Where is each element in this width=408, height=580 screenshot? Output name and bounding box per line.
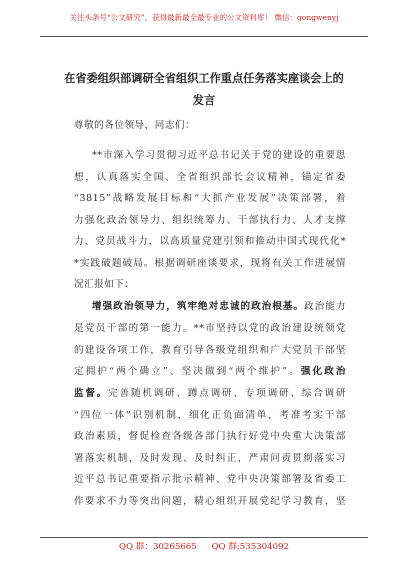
header-divider [40, 36, 368, 37]
paragraph-2-line [74, 365, 346, 379]
paragraph-2-line: 署落实机制，及时发现、及时纠正，严肃问责贯彻落实习 [74, 453, 346, 464]
footer-qq-group-2: QQ 群:535304092 [211, 542, 290, 552]
paragraph-1-line: 力、党员战斗力，以高质量党建引领和推动中国式现代化* [74, 236, 346, 247]
paragraph-1-line: 力强化政治领导力、组织统筹力、干部执行力、人才支撑 [74, 215, 346, 226]
sub-heading-continued: 监督。 [74, 388, 109, 399]
paragraph-1-line: “3815”战略发展目标和“大抓产业发展”决策部署，着 [74, 193, 346, 204]
paragraph-2-line: 是党员干部的第一能力。**市坚持以党的政治建设统领党 [74, 323, 346, 334]
paragraph-2-text: 定拥护“两个确立”、坚决做到“两个维护”。 [74, 366, 301, 377]
sub-heading: 强化政治 [300, 366, 347, 377]
paragraph-2-line: “四位一体”识别机制，细化正负面清单，考准考实干部 [74, 410, 346, 421]
section-heading: 增强政治领导力，筑牢绝对忠诚的政治根基。 [92, 301, 305, 312]
footer-divider [40, 537, 368, 538]
paragraph-2-text: 完善随机调研、蹲点调研、专项调研、综合调研 [108, 388, 347, 399]
document-title-line-2: 发言 [192, 93, 216, 107]
paragraph-2-first-line [92, 300, 346, 314]
paragraph-1-line: 况汇报如下： [74, 279, 135, 290]
header-banner: 关注头条号“公文研究”，获得最新最全最专业的公文资料库！ 微信：gongwenyj [69, 13, 339, 22]
paragraph-1-line: **市深入学习贯彻习近平总书记关于党的建设的重要思 [92, 150, 346, 161]
paragraph-2-line [74, 387, 346, 401]
document-title-line-1: 在省委组织部调研全省组织工作重点任务落实座谈会上的 [64, 71, 344, 85]
paragraph-2-text: 政治能力 [304, 301, 347, 312]
footer-qq-group-1: QQ 群：30265665 [118, 542, 197, 552]
salutation: 尊敬的各位领导，同志们： [74, 120, 196, 131]
paragraph-2-line: 作要求不力等突出问题，精心组织开展党纪学习教育，坚 [74, 496, 346, 507]
paragraph-1-line: *实践破题破局。根据调研座谈要求，现将有关工作进展情 [74, 258, 346, 269]
paragraph-1-line: 想，认真落实全国、全省组织部长会议精神，锚定省委 [74, 172, 346, 183]
paragraph-2-line: 近平总书记重要指示批示精神、党中央决策部署及省委工 [74, 474, 346, 485]
paragraph-2-line: 的建设各项工作，教育引导各级党组织和广大党员干部坚 [74, 345, 346, 356]
paragraph-2-line: 政治素质，督促检查各级各部门执行好党中央重大决策部 [74, 431, 346, 442]
footer [0, 540, 408, 552]
